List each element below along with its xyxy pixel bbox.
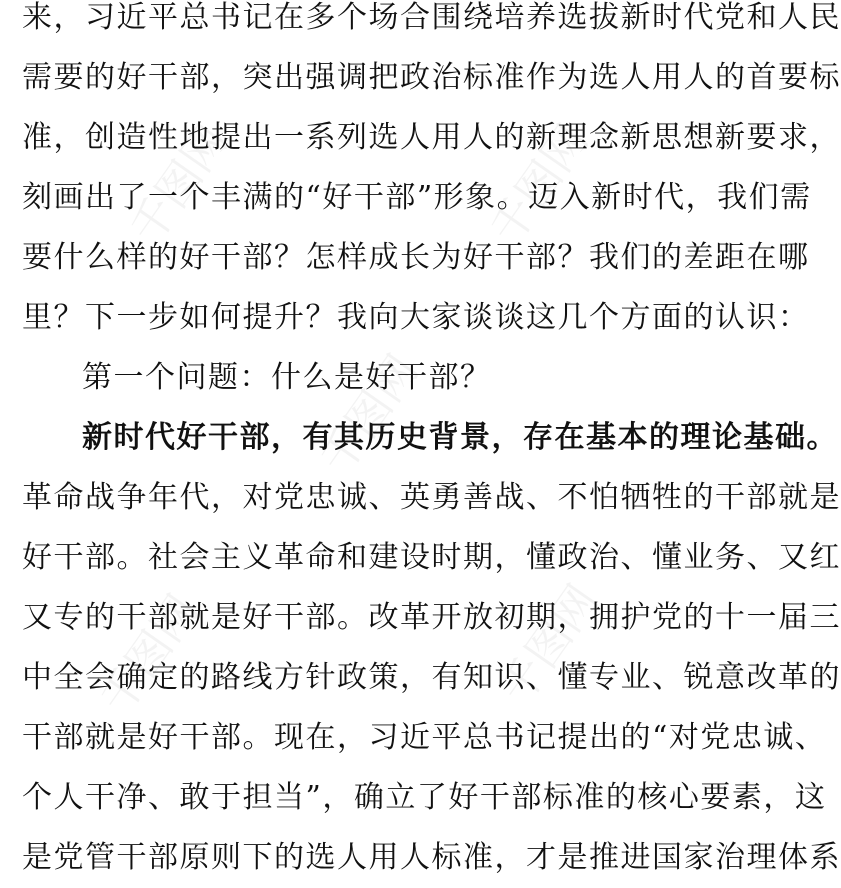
paragraph-line: 要什么样的好干部？怎样成长为好干部？我们的差距在哪 (22, 240, 810, 275)
paragraph-line: 好干部。社会主义革命和建设时期，懂政治、懂业务、又红 (22, 540, 841, 575)
paragraph-line: 准，创造性地提出一系列选人用人的新理念新思想新要求， (22, 120, 841, 155)
paragraph-line: 需要的好干部，突出强调把政治标准作为选人用人的首要标 (22, 60, 841, 95)
watermark: 千图网 (120, 115, 239, 254)
watermark: 千图网 (90, 585, 209, 724)
paragraph-line: 个人干净、敢于担当”，确立了好干部标准的核心要素，这 (22, 780, 827, 815)
section-question: 第一个问题：什么是好干部？ (82, 360, 492, 395)
watermark: 千图网 (310, 345, 429, 484)
paragraph-line: 是党管干部原则下的选人用人标准，才是推进国家治理体系 (22, 840, 841, 875)
paragraph-line: 刻画出了一个丰满的“好干部”形象。迈入新时代，我们需 (22, 180, 812, 215)
watermark: 千图网 (480, 115, 599, 254)
body-text (22, 0, 841, 888)
paragraph-line: 又专的干部就是好干部。改革开放初期，拥护党的十一届三 (22, 600, 841, 635)
paragraph-line: 里？下一步如何提升？我向大家谈谈这几个方面的认识： (22, 300, 810, 335)
paragraph-line: 干部就是好干部。现在，习近平总书记提出的“对党忠诚、 (22, 720, 827, 755)
paragraph-line: 革命战争年代，对党忠诚、英勇善战、不怕牺牲的干部就是 (22, 480, 841, 515)
watermark: 千图网 (490, 575, 609, 714)
paragraph-line: 来，习近平总书记在多个场合围绕培养选拔新时代党和人民 (22, 0, 841, 35)
paragraph-line: 中全会确定的路线方针政策，有知识、懂专业、锐意改革的 (22, 660, 841, 695)
bold-thesis: 新时代好干部，有其历史背景，存在基本的理论基础。 (82, 420, 838, 455)
